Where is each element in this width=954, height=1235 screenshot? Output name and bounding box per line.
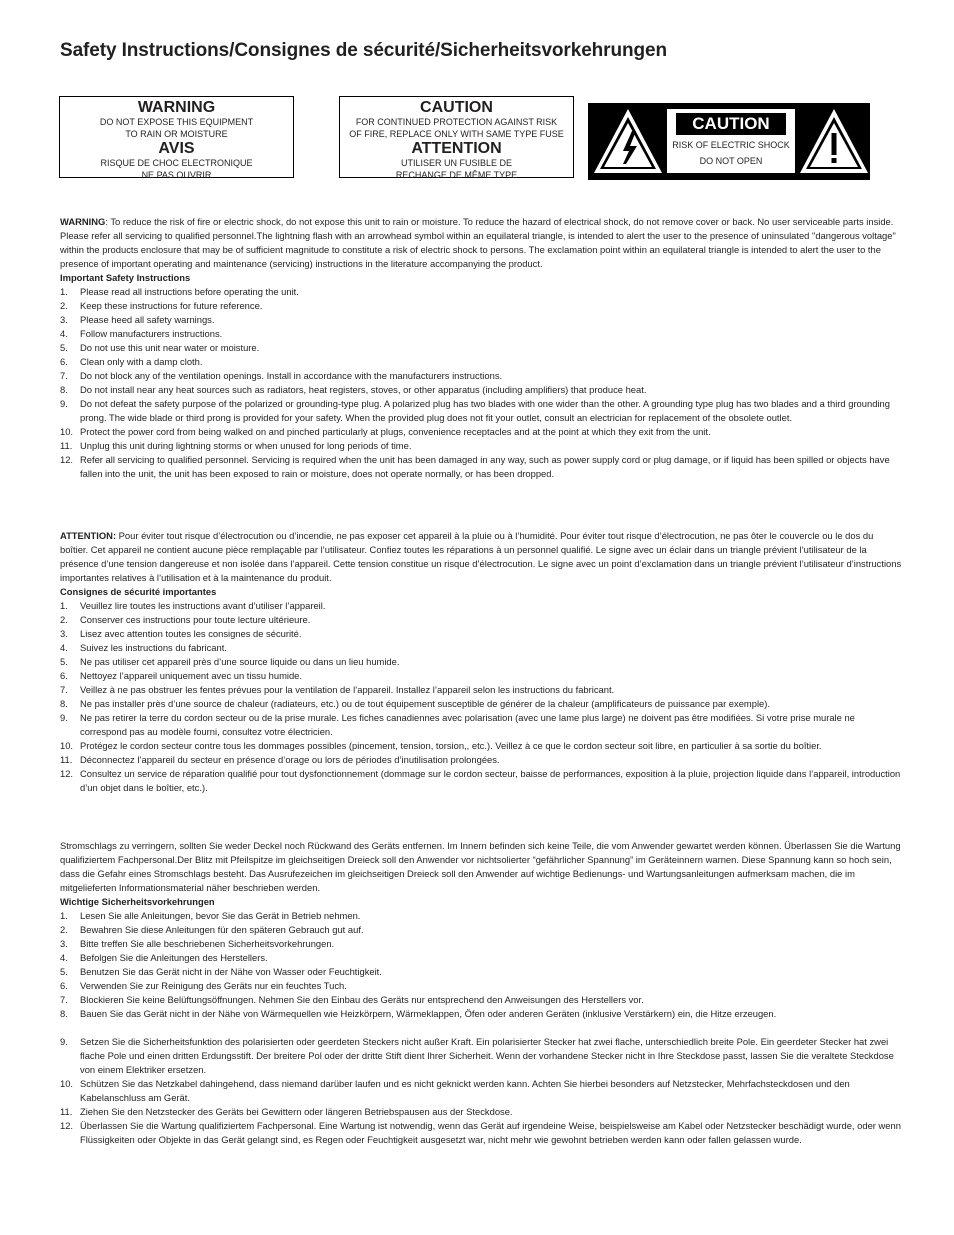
item-number: 5. <box>60 966 68 977</box>
list-item <box>60 299 902 313</box>
shock-caution-heading: CAUTION <box>676 113 786 135</box>
list-item <box>60 641 902 655</box>
item-text: Bitte treffen Sie alle beschriebenen Sicherheitsvorkehrungen. <box>80 938 335 949</box>
item-text: Überlassen Sie die Wartung qualifiziertem Fachpersonal. Eine Wartung ist notwendig, wenn das Gerät auf irgendeine Weise, beispielsweise am Kabel oder Netzstecker beschädigt wurde, oder wenn Flüssigkeiten oder Objekte in das Gerät gelangt sind, es Regen oder Feuchtigkeit ausgesetzt war, nicht mehr wie gewohnt betrieben werden kann oder fallen gelassen wurde. <box>80 1120 901 1145</box>
list-item <box>60 627 902 641</box>
caution-line-1: FOR CONTINUED PROTECTION AGAINST RISK <box>355 117 558 127</box>
item-text: Nettoyez l’appareil uniquement avec un tissu humide. <box>80 670 303 681</box>
item-number: 2. <box>60 924 68 935</box>
list-item <box>60 439 902 453</box>
list-item <box>60 1119 902 1147</box>
item-number: 3. <box>60 314 68 325</box>
english-lead: WARNING <box>60 216 106 227</box>
item-text: Ne pas utiliser cet appareil près d’une source liquide ou dans un lieu humide. <box>80 656 400 667</box>
list-item <box>60 599 902 613</box>
list-item <box>60 965 902 979</box>
item-text: Veuillez lire toutes les instructions avant d’utiliser l’appareil. <box>80 600 326 611</box>
item-text: Refer all servicing to qualified personnel. Servicing is required when the unit has been damaged in any way, such as power supply cord or plug damage, or if liquid has been spilled or objects have fallen into the unit, the unit has been exposed to rain or moisture, does not operate normally, or has been dropped. <box>80 454 890 479</box>
lightning-warning-icon <box>592 107 664 175</box>
item-text: Veillez à ne pas obstruer les fentes prévues pour la ventilation de l’appareil. Installez l’appareil selon les instructions du fabricant. <box>80 684 615 695</box>
item-number: 4. <box>60 952 68 963</box>
warning-heading: WARNING <box>137 99 216 116</box>
list-item <box>60 613 902 627</box>
item-text: Protect the power cord from being walked on and pinched particularly at plugs, convenience receptacles and at the point at which they exit from the unit. <box>80 426 711 437</box>
list-item <box>60 753 902 767</box>
item-number: 3. <box>60 938 68 949</box>
item-text: Do not install near any heat sources such as radiators, heat registers, stoves, or other apparatus (including amplifiers) that produce heat. <box>80 384 647 395</box>
attention-heading: ATTENTION <box>411 140 502 157</box>
caution-heading: CAUTION <box>420 99 493 116</box>
item-number: 10. <box>60 426 74 437</box>
list-item <box>60 327 902 341</box>
caution-panel <box>667 109 795 173</box>
shock-line-2: DO NOT OPEN <box>699 156 763 166</box>
french-section <box>60 529 902 795</box>
list-item <box>60 369 902 383</box>
warning-line-2: TO RAIN OR MOISTURE <box>125 129 228 139</box>
list-item <box>60 655 902 669</box>
list-item <box>60 909 902 923</box>
list-item <box>60 313 902 327</box>
list-item <box>60 767 902 795</box>
french-instructions-list <box>60 599 902 795</box>
item-text: Do not use this unit near water or moisture. <box>80 342 260 353</box>
item-number: 5. <box>60 342 68 353</box>
list-item <box>60 951 902 965</box>
french-lead: ATTENTION: <box>60 530 117 541</box>
english-instructions-list <box>60 285 902 481</box>
item-number: 12. <box>60 1120 74 1131</box>
item-text: Lisez avec attention toutes les consignes de sécurité. <box>80 628 302 639</box>
list-item <box>60 397 902 425</box>
item-number: 7. <box>60 370 68 381</box>
list-item <box>60 711 902 739</box>
item-number: 4. <box>60 328 68 339</box>
german-instructions-list <box>60 909 902 1147</box>
item-text: Protégez le cordon secteur contre tous les dommages possibles (pincement, tension, torsion,, etc.). Veillez à ce que le cordon secteur soit libre, en particulier à sa sortie du boîtier. <box>80 740 822 751</box>
item-text: Bewahren Sie diese Anleitungen für den späteren Gebrauch gut auf. <box>80 924 364 935</box>
item-number: 2. <box>60 614 68 625</box>
item-text: Unplug this unit during lightning storms or when unused for long periods of time. <box>80 440 412 451</box>
item-number: 6. <box>60 356 68 367</box>
item-number: 1. <box>60 600 68 611</box>
item-text: Follow manufacturers instructions. <box>80 328 223 339</box>
item-number: 9. <box>60 398 68 409</box>
list-item <box>60 669 902 683</box>
french-subhead: Consignes de sécurité importantes <box>60 586 217 597</box>
item-number: 11. <box>60 440 73 451</box>
list-item <box>60 1105 902 1119</box>
list-item <box>60 937 902 951</box>
item-text: Benutzen Sie das Gerät nicht in der Nähe von Wasser oder Feuchtigkeit. <box>80 966 382 977</box>
item-number: 9. <box>60 1036 68 1047</box>
attention-line-2: RECHANGE DE MÊME TYPE <box>395 170 518 180</box>
list-item <box>60 355 902 369</box>
item-text: Blockieren Sie keine Belüftungsöffnungen. Nehmen Sie den Einbau des Geräts nur entsprechend den Anweisungen des Herstellers vor. <box>80 994 644 1005</box>
english-subhead: Important Safety Instructions <box>60 272 191 283</box>
list-item <box>60 739 902 753</box>
caution-fuse-box <box>339 96 574 178</box>
german-section <box>60 839 902 1147</box>
list-item <box>60 979 902 993</box>
list-item <box>60 383 902 397</box>
avis-heading: AVIS <box>158 140 195 157</box>
shock-line-1: RISK OF ELECTRIC SHOCK <box>672 140 790 150</box>
item-number: 11. <box>60 754 73 765</box>
item-number: 2. <box>60 300 68 311</box>
item-text: Ziehen Sie den Netzstecker des Geräts bei Gewittern oder längeren Betriebspausen aus der Steckdose. <box>80 1106 513 1117</box>
list-item <box>60 683 902 697</box>
item-number: 3. <box>60 628 68 639</box>
item-number: 12. <box>60 454 74 465</box>
german-subhead: Wichtige Sicherheitsvorkehrungen <box>60 896 215 907</box>
item-text: Suivez les instructions du fabricant. <box>80 642 227 653</box>
item-number: 5. <box>60 656 68 667</box>
french-intro-text: Pour éviter tout risque d’électrocution ou d’incendie, ne pas exposer cet appareil à la pluie ou à l’humidité. Pour éviter tout risque d’électrocution, ne pas ôter le couvercle ou le dos du boîtier. Cet appareil ne contient aucune pièce remplaçable par l’utilisateur. Confiez toutes les réparations à un personnel qualifié. Le signe avec un éclair dans un triangle prévient l’utilisateur de la présence d’une tension dangereuse et non isolée dans l’appareil. Cette tension constitue un risque d’électrocution. Le signe avec un point d’exclamation dans un triangle prévient l’utilisateur d’instructions importantes relatives à l’utilisation et à la maintenance du produit. <box>60 530 902 583</box>
english-section <box>60 215 902 481</box>
item-number: 6. <box>60 670 68 681</box>
list-item <box>60 453 902 481</box>
item-number: 10. <box>60 740 74 751</box>
item-text: Setzen Sie die Sicherheitsfunktion des polarisierten oder geerdeten Steckers nicht außer Kraft. Ein polarisierter Stecker hat zwei flache, unterschiedlich breite Pole. Ein geerdeter Stecker hat zwei flache Pole und einen dritten Erdungsstift. Der breitere Pol oder der dritte Stift dient Ihrer Sicherheit. Wenn der vorhandene Stecker nicht in Ihre Steckdose passt, lassen Sie die veraltete Steckdose von einem Elektriker ersetzen. <box>80 1036 894 1075</box>
item-text: Ne pas installer près d’une source de chaleur (radiateurs, etc.) ou de tout équipement susceptible de générer de la chaleur (amplificateurs de puissance par exemple). <box>80 698 770 709</box>
exclamation-warning-icon <box>798 107 870 175</box>
list-item <box>60 285 902 299</box>
item-number: 8. <box>60 1008 68 1019</box>
attention-line-1: UTILISER UN FUSIBLE DE <box>400 158 513 168</box>
item-number: 10. <box>60 1078 74 1089</box>
item-text: Please read all instructions before operating the unit. <box>80 286 299 297</box>
list-item <box>60 425 902 439</box>
list-item <box>60 1007 902 1021</box>
item-text: Do not defeat the safety purpose of the polarized or grounding-type plug. A polarized plug has two blades with one wider than the other. A grounding type plug has two blades and a third grounding prong. The wide blade or third prong is provided for your safety. When the provided plug does not fit your outlet, consult an electrician for replacement of the obsolete outlet. <box>80 398 890 423</box>
item-number: 1. <box>60 286 68 297</box>
item-text: Do not block any of the ventilation openings. Install in accordance with the manufacturers instructions. <box>80 370 503 381</box>
electric-shock-caution-box <box>588 103 870 180</box>
warning-line-1: DO NOT EXPOSE THIS EQUIPMENT <box>99 117 254 127</box>
item-text: Keep these instructions for future reference. <box>80 300 263 311</box>
item-number: 4. <box>60 642 68 653</box>
avis-line-2: NE PAS OUVRIR <box>141 170 212 180</box>
item-number: 7. <box>60 684 68 695</box>
item-number: 8. <box>60 698 68 709</box>
list-item <box>60 1077 902 1105</box>
item-text: Clean only with a damp cloth. <box>80 356 203 367</box>
list-item <box>60 697 902 711</box>
french-intro <box>60 529 902 585</box>
item-text: Befolgen Sie die Anleitungen des Herstellers. <box>80 952 268 963</box>
caution-line-2: OF FIRE, REPLACE ONLY WITH SAME TYPE FUSE <box>349 129 564 139</box>
item-number: 8. <box>60 384 68 395</box>
item-number: 11. <box>60 1106 73 1117</box>
page-title: Safety Instructions/Consignes de sécurité/Sicherheitsvorkehrungen <box>60 40 667 61</box>
english-intro <box>60 215 902 271</box>
item-number: 12. <box>60 768 74 779</box>
english-intro-text: : To reduce the risk of fire or electric shock, do not expose this unit to rain or moisture. To reduce the hazard of electrical shock, do not remove cover or back. No user serviceable parts inside. Please refer all servicing to qualified personnel.The lightning flash with an arrowhead symbol within an equilateral triangle, is intended to alert the user to the presence of uninsulated "dangerous voltage" within the products enclosure that may be of sufficient magnitude to constitute a risk of electric shock to persons. The exclamation point within an equilateral triangle is intended to alert the user to the presence of important operating and maintenance (servicing) instructions in the literature accompanying the product. <box>60 216 896 269</box>
item-text: Verwenden Sie zur Reinigung des Geräts nur ein feuchtes Tuch. <box>80 980 347 991</box>
item-number: 7. <box>60 994 68 1005</box>
list-item <box>60 923 902 937</box>
item-text: Conserver ces instructions pour toute lecture ultérieure. <box>80 614 311 625</box>
item-number: 6. <box>60 980 68 991</box>
list-item <box>60 341 902 355</box>
warning-label-box <box>59 96 294 178</box>
item-text: Schützen Sie das Netzkabel dahingehend, dass niemand darüber laufen und es nicht geknickt werden kann. Achten Sie hierbei besonders auf Netzstecker, Mehrfachsteckdosen und den Kabelanschluss am Gerät. <box>80 1078 850 1103</box>
list-item <box>60 1035 902 1077</box>
item-number: 1. <box>60 910 68 921</box>
item-text: Ne pas retirer la terre du cordon secteur ou de la prise murale. Les fiches canadiennes avec polarisation (avec une lame plus large) ne doivent pas être modifiées. Si votre prise murale ne correspond pas au modèle fourni, consultez votre électricien. <box>80 712 855 737</box>
item-text: Please heed all safety warnings. <box>80 314 215 325</box>
german-intro: Stromschlags zu verringern, sollten Sie weder Deckel noch Rückwand des Geräts entfernen. Im Innern befinden sich keine Teile, die vom Anwender gewartet werden können. Überlassen Sie die Wartung qualifiziertem Fachpersonal.Der Blitz mit Pfeilspitze im gleichseitigen Dreieck soll den Anwender vor nichtsolierter “gefährlicher Spannung” im Geräteinnern warnen. Diese Spannung kann so hoch sein, dass die Gefahr eines Stromschlags besteht. Das Ausrufezeichen im gleichseitigen Dreieck soll den Anwender auf wichtige Bedienungs- und Wartungsanleitungen aufmerksam machen, die im mitgelieferten Informationsmaterial näher beschrieben werden. <box>60 840 901 893</box>
item-text: Bauen Sie das Gerät nicht in der Nähe von Wärmequellen wie Heizkörpern, Wärmeklappen, Öfen oder anderen Geräten (inklusive Verstärkern) ein, die Hitze erzeugen. <box>80 1008 777 1019</box>
list-item <box>60 993 902 1007</box>
item-number: 9. <box>60 712 68 723</box>
item-text: Consultez un service de réparation qualifié pour tout dysfonctionnement (dommage sur le cordon secteur, baisse de performances, exposition à la pluie, projection liquide dans l’appareil, introduction d’un objet dans le boîtier, etc.). <box>80 768 901 793</box>
item-text: Déconnectez l’appareil du secteur en présence d’orage ou lors de périodes d’inutilisation prolongées. <box>80 754 500 765</box>
avis-line-1: RISQUE DE CHOC ELECTRONIQUE <box>100 158 253 168</box>
item-text: Lesen Sie alle Anleitungen, bevor Sie das Gerät in Betrieb nehmen. <box>80 910 361 921</box>
